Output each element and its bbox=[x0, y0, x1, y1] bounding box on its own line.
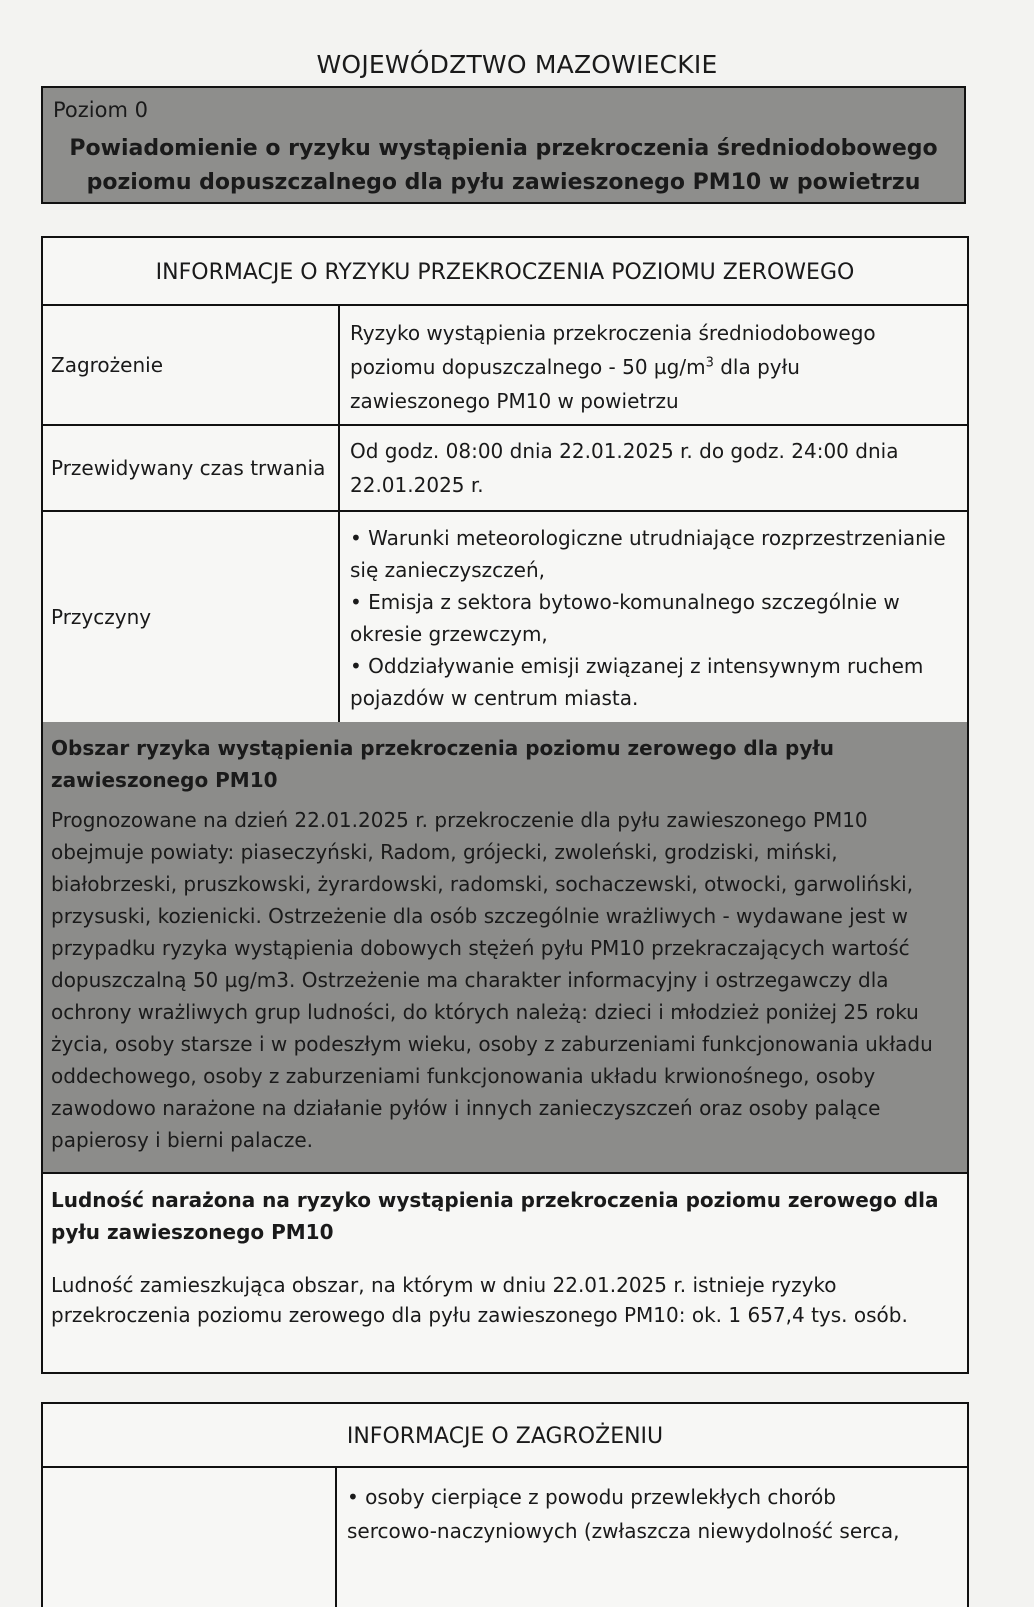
alert-level-title-line2: poziomu dopuszczalnego dla pyłu zawieszonego PM10 w powietrzu bbox=[86, 170, 921, 195]
list-item: • osoby cierpiące z powodu przewlekłych chorób bbox=[347, 1485, 836, 1509]
list-item: • Emisja z sektora bytowo-komunalnego szczególnie w okresie grzewczym, bbox=[350, 586, 955, 650]
alert-level-title bbox=[43, 132, 964, 200]
list-item-continuation: sercowo-naczyniowych (zwłaszcza niewydolność serca, bbox=[347, 1519, 900, 1543]
alert-level-title-line1: Powiadomienie o ryzyku wystąpienia przekroczenia średniodobowego bbox=[69, 136, 938, 161]
list-item: • Oddziaływanie emisji związanej z intensywnym ruchem pojazdów w centrum miasta. bbox=[350, 650, 955, 714]
risk-area-title: Obszar ryzyka wystąpienia przekroczenia poziomu zerowego dla pyłu zawieszonego PM10 bbox=[51, 736, 835, 792]
risk-area-text: Prognozowane na dzień 22.01.2025 r. przekroczenie dla pyłu zawieszonego PM10 obejmuje powiaty: piaseczyński, Radom, grójecki, zwoleński, grodziski, miński, białobrzeski, pruszkowski, żyrardowski, radomski, sochaczewski, otwocki, garwoliński, przysuski, kozienicki. Ostrzeżenie dla osób szczególnie wrażliwych - wydawane jest w przypadku ryzyka wystąpienia dobowych stężeń pyłu PM10 przekraczających wartość dopuszczalną 50 µg/m3. Ostrzeżenie ma charakter informacyjny i ostrzegawczy dla ochrony wrażliwych grup ludności, do których należą: dzieci i młodzież poniżej 25 roku życia, osoby starsze i w podeszłym wieku, osoby z zaburzeniami funkcjonowania układu oddechowego, osoby z zaburzeniami funkcjonowania układu krwionośnego, osoby zawodowo narażone na działanie pyłów i innych zanieczyszczeń oraz osoby palące papierosy i bierni palacze. bbox=[51, 808, 933, 1152]
risk-info-header: INFORMACJE O RYZYKU PRZEKROCZENIA POZIOMU ZEROWEGO bbox=[43, 238, 967, 306]
table-row-causes bbox=[43, 512, 967, 722]
threat-value-line1: Ryzyko wystąpienia przekroczenia średniodobowego bbox=[350, 321, 876, 345]
threat-label: Zagrożenie bbox=[43, 306, 340, 424]
threat-row-label bbox=[43, 1468, 337, 1607]
alert-level-box bbox=[41, 86, 966, 204]
list-item: • Warunki meteorologiczne utrudniające rozprzestrzenianie się zanieczyszczeń, bbox=[350, 522, 955, 586]
threat-value-line2: poziomu dopuszczalnego - 50 $\mu g/m^3$ dla pyłu bbox=[350, 355, 800, 379]
risk-area-section bbox=[43, 722, 967, 1174]
table-row bbox=[43, 1468, 967, 1607]
threat-info-header: INFORMACJE O ZAGROŻENIU bbox=[43, 1404, 967, 1468]
alert-level-label: Poziom 0 bbox=[53, 98, 148, 122]
threat-value-line3: zawieszonego PM10 w powietrzu bbox=[350, 389, 679, 413]
duration-label: Przewidywany czas trwania bbox=[43, 426, 340, 510]
threat-value bbox=[340, 306, 967, 424]
causes-list bbox=[340, 512, 967, 722]
population-title: Ludność narażona na ryzyko wystąpienia przekroczenia poziomu zerowego dla pyłu zawieszonego PM10 bbox=[51, 1188, 939, 1244]
population-text: Ludność zamieszkująca obszar, na którym w dniu 22.01.2025 r. istnieje ryzyko przekroczenia poziomu zerowego dla pyłu zawieszonego PM10: ok. 1 657,4 tys. osób. bbox=[51, 1273, 908, 1327]
table-row-duration bbox=[43, 426, 967, 512]
causes-label: Przyczyny bbox=[43, 512, 340, 722]
risk-info-table bbox=[41, 236, 969, 1374]
threat-info-table bbox=[41, 1402, 969, 1607]
threat-row-value bbox=[337, 1480, 967, 1548]
table-row-threat bbox=[43, 306, 967, 426]
duration-value: Od godz. 08:00 dnia 22.01.2025 r. do godz. 24:00 dnia 22.01.2025 r. bbox=[350, 439, 899, 497]
region-title: WOJEWÓDZTWO MAZOWIECKIE bbox=[316, 50, 718, 79]
